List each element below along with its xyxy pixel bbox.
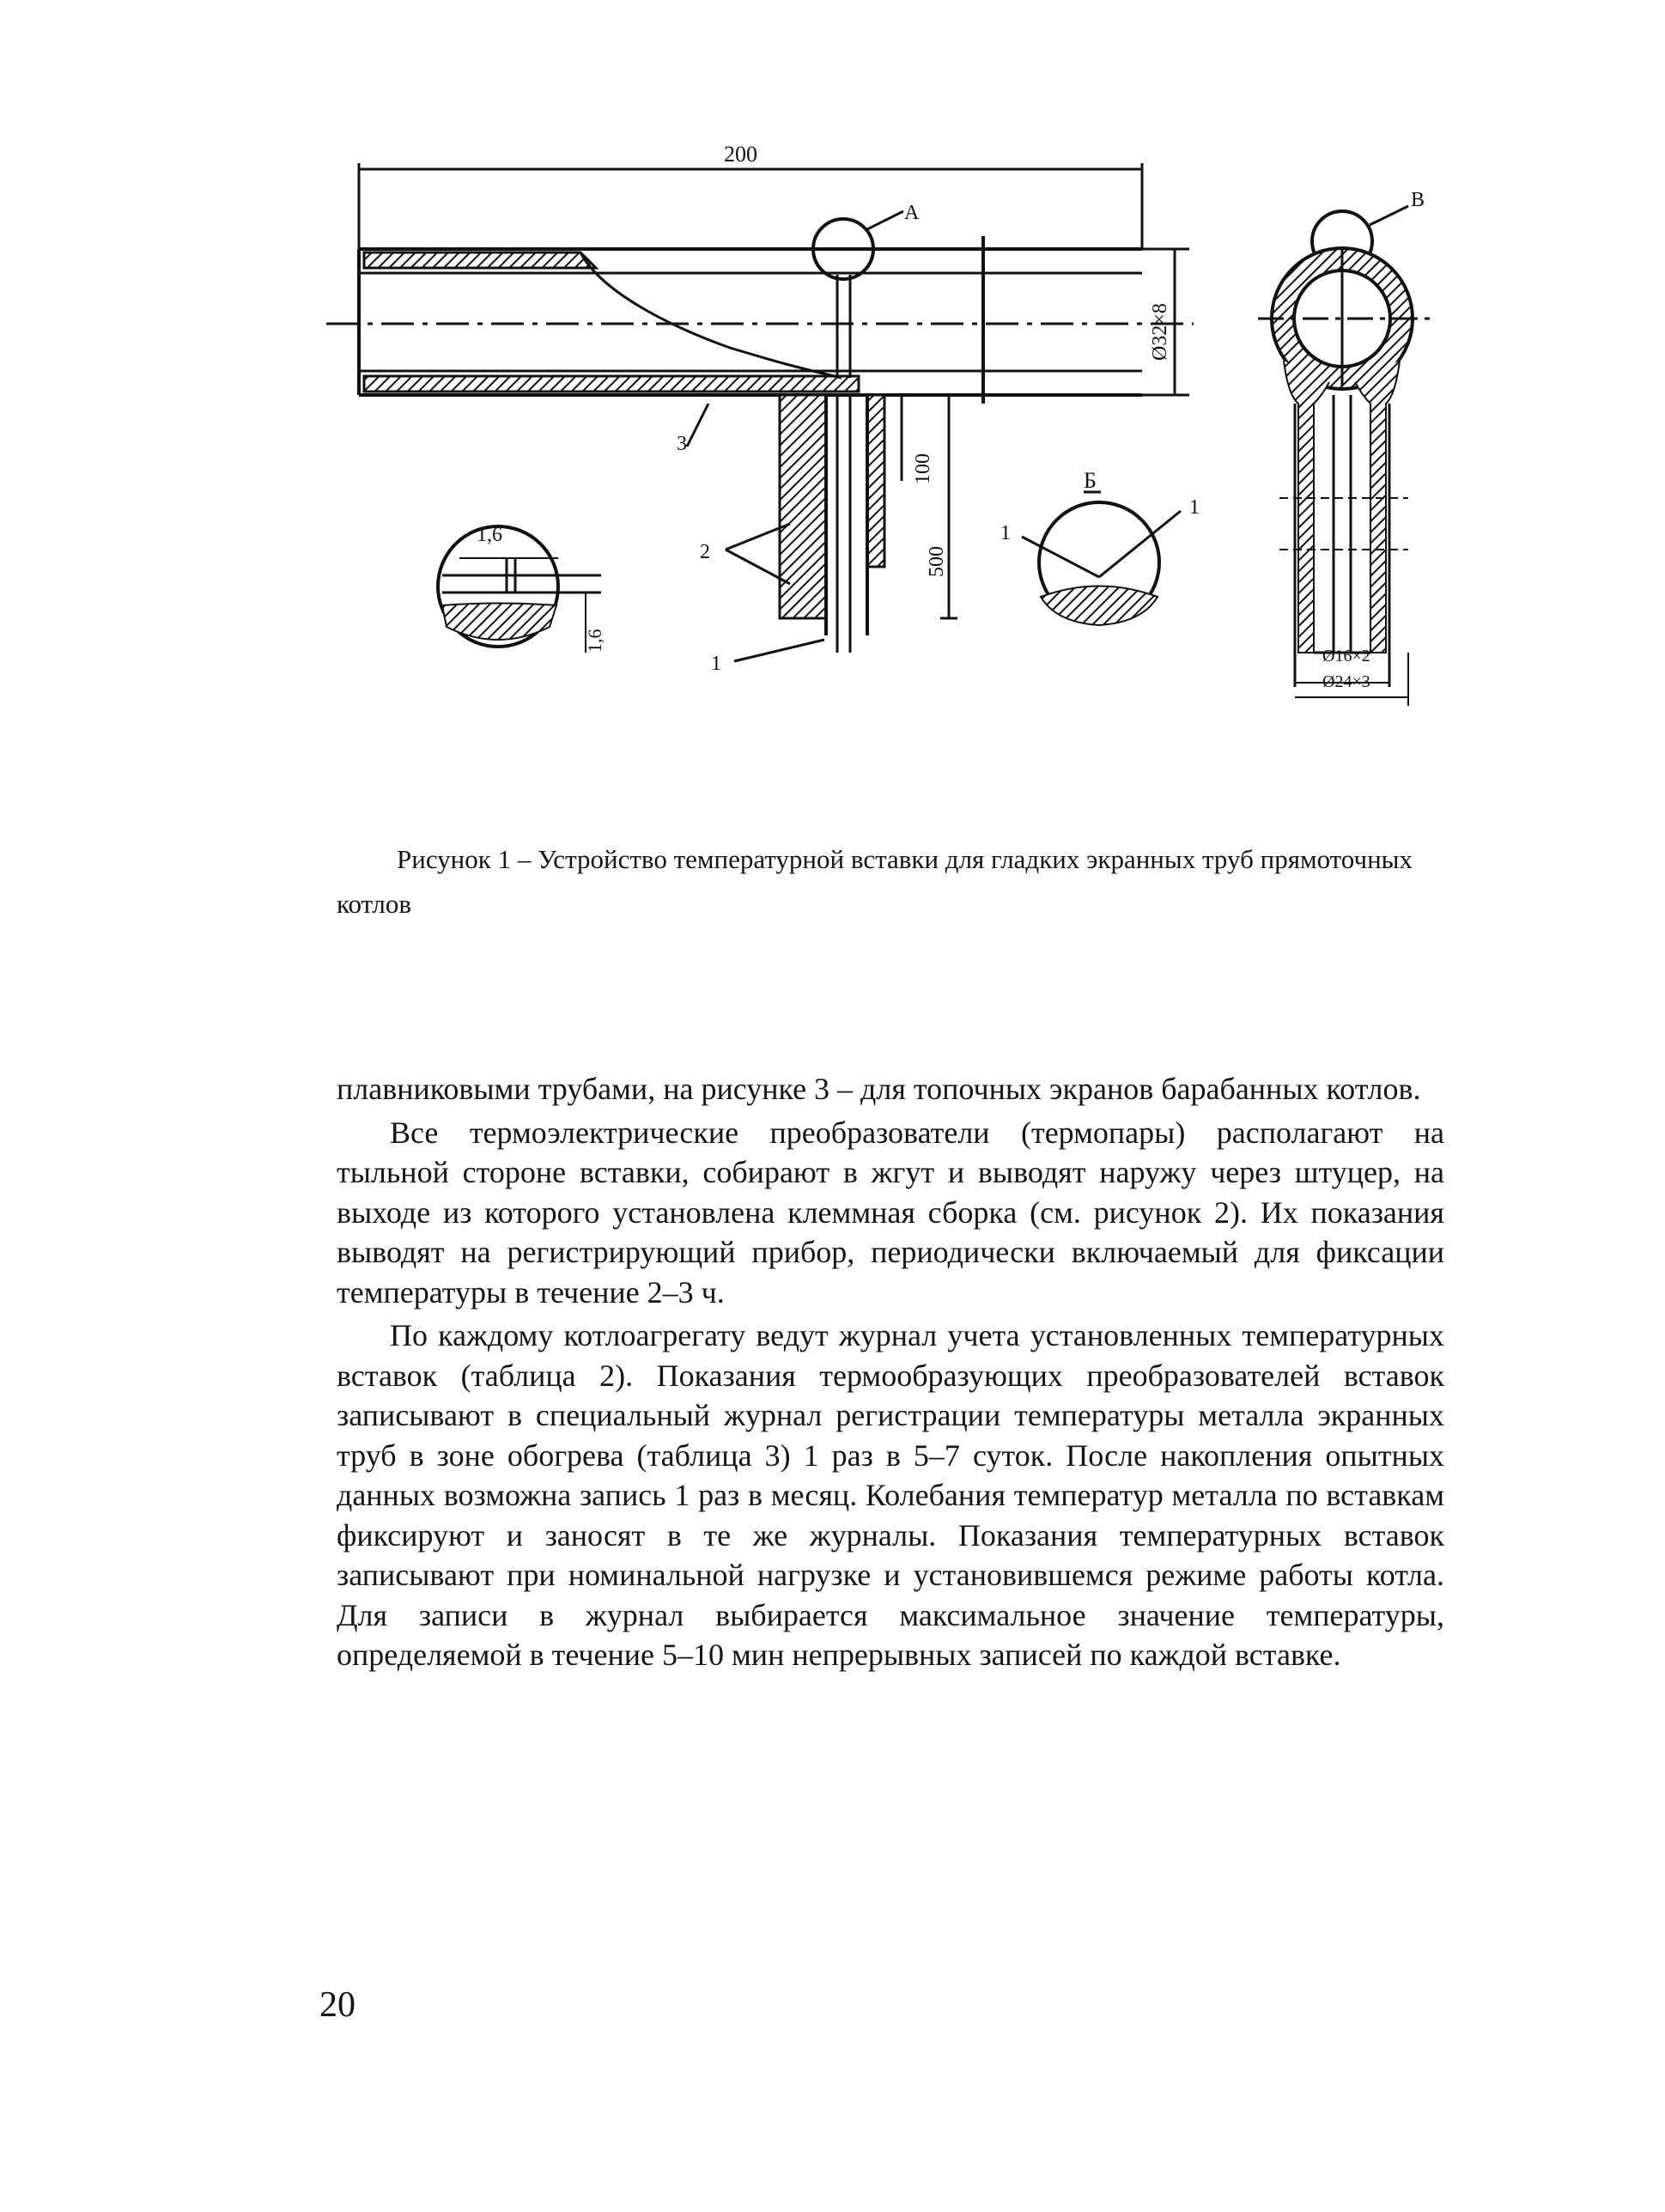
dim-1-6-vertical-label: 1,6 [584, 629, 605, 653]
tube-outer-label: Ø24×3 [1322, 672, 1370, 691]
callout-3-label: 3 [677, 433, 687, 455]
paragraph: Все термоэлектрические преобразователи (термопары) располагают на тыльной стороне вставки, собирают в жгут и выводят наружу через штуцер, на выходе из которого установлена клеммная сборка (см. рисунок 2). Их показания выводят на регистрирующий прибор, периодически включаемый для фиксации температуры в течение 2–3 ч. [337, 1115, 1444, 1310]
detail-1-6 [438, 526, 601, 653]
dim-100-label: 100 [912, 453, 934, 484]
tube-inner-label: Ø16×2 [1322, 647, 1370, 665]
detail-a-label: A [904, 202, 920, 224]
detail-b [1022, 492, 1181, 625]
detail-b-side-label: B [1411, 189, 1425, 211]
callout-1-fitting-label: 1 [711, 653, 721, 675]
paragraph: По каждому котлоагрегату ведут журнал учета установленных температурных вставок (таблица 2). Показания термообразующих преобразователей вставок записывают в специальный журнал регистрации температуры металла экранных труб в зоне обогрева (таблица 3) 1 раз в 5–7 суток. После накопления опытных данных возможна запись 1 раз в месяц. Колебания температур металла по вставкам фиксируют и заносят в те же журналы. Показания температурных вставок записывают при номинальной нагрузке и установившемся режиме работы котла. Для записи в журнал выбирается максимальное значение температуры, определяемой в течение 5–10 мин непрерывных записей по каждой вставке. [337, 1318, 1444, 1672]
cross-section [1258, 206, 1430, 706]
drawing-labels [477, 142, 1425, 691]
dim-1-6-horizontal-label: 1,6 [477, 524, 502, 546]
body-text [337, 1069, 1444, 1675]
figure-caption: Рисунок 1 – Устройство температурной вставки для гладких экранных труб прямоточных котлов [337, 844, 1413, 919]
callout-1-detail-left-label: 1 [1000, 522, 1011, 544]
thermocouple-fitting [687, 395, 957, 661]
paragraph: плавниковыми трубами, на рисунке 3 – для топочных экранов барабанных котлов. [337, 1072, 1421, 1106]
dim-500-label: 500 [926, 546, 948, 577]
detail-b-title: Б [1084, 468, 1097, 493]
callout-1-detail-right-label: 1 [1189, 496, 1200, 519]
pipe-diameter-label: Ø32×8 [1149, 303, 1171, 361]
dim-200-label: 200 [724, 142, 757, 167]
callout-2-label: 2 [700, 541, 710, 563]
page-number: 20 [319, 1985, 355, 2025]
technical-drawing [0, 0, 1665, 807]
main-pipe-view [326, 163, 1194, 404]
